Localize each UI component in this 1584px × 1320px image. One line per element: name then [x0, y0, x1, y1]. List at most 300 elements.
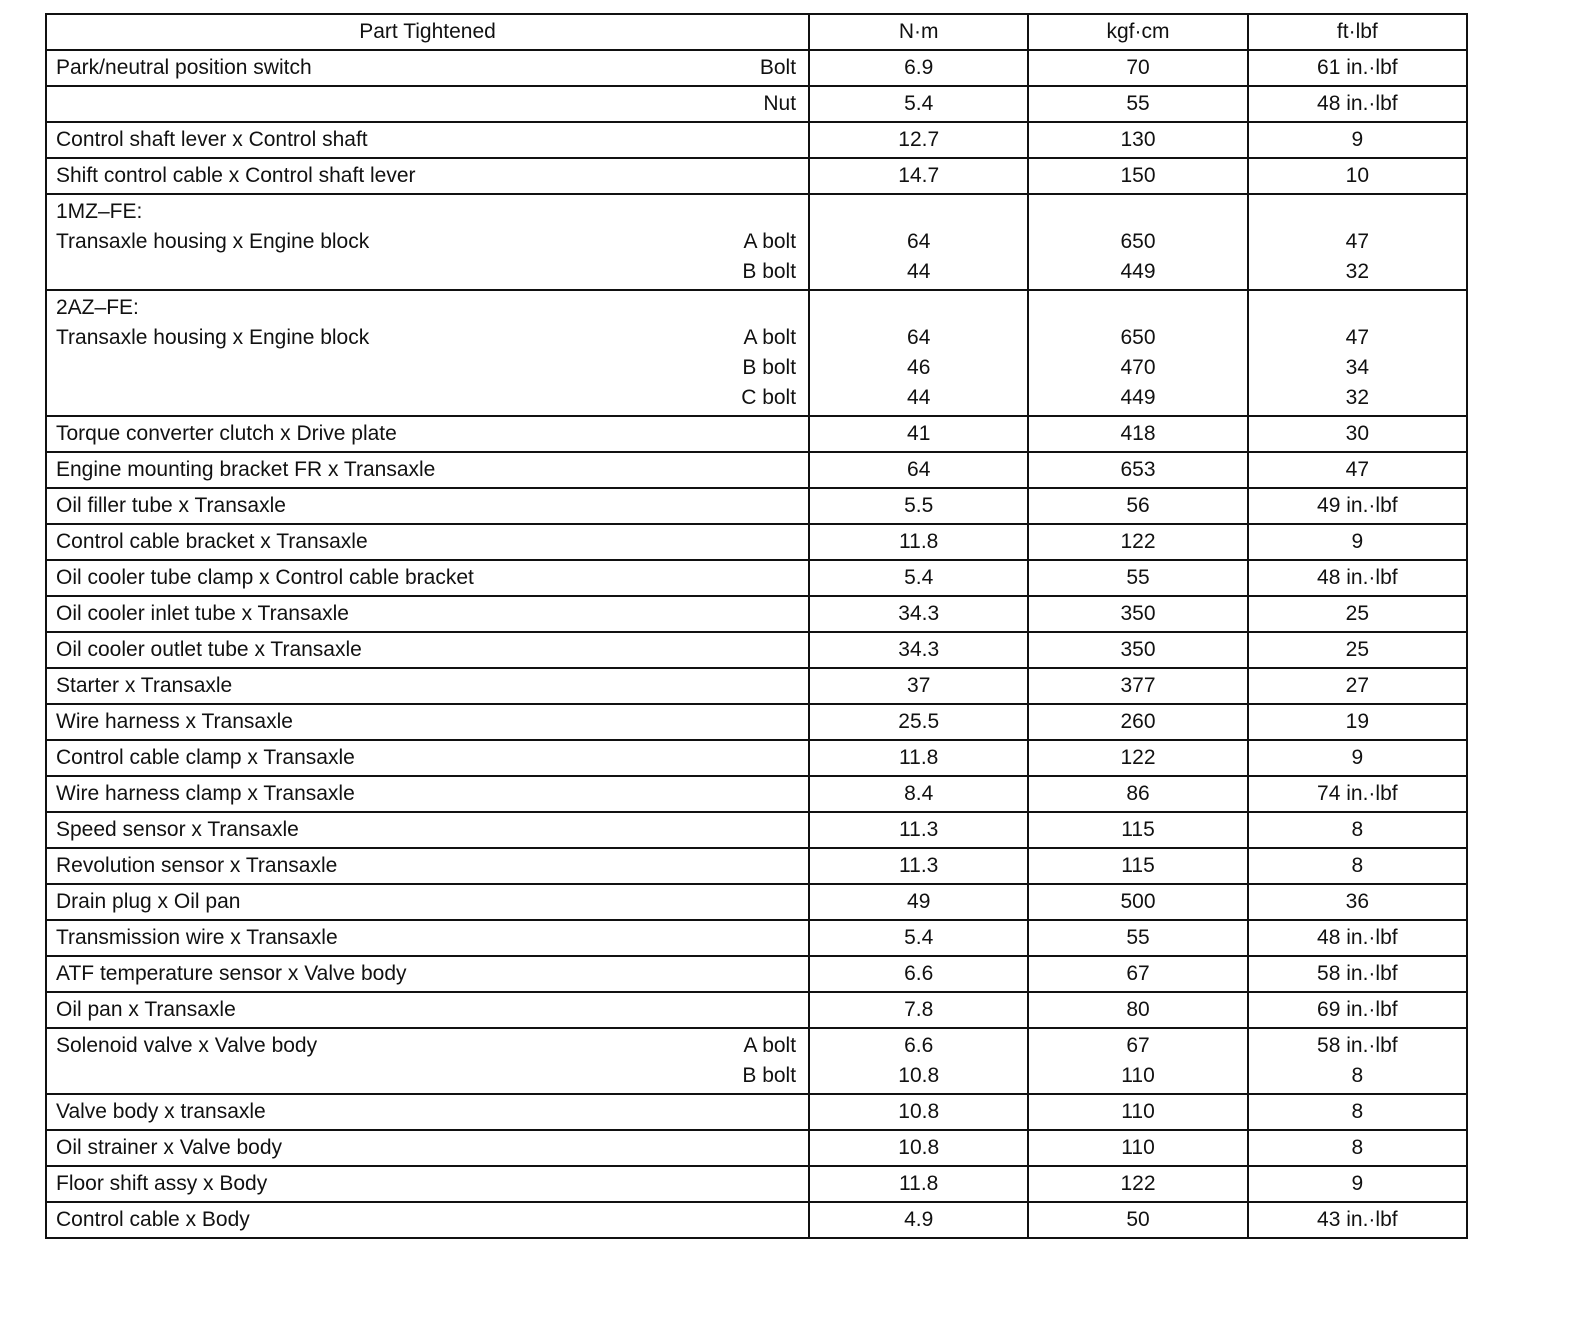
value-line: [810, 257, 1027, 287]
value-line: [1029, 161, 1246, 191]
kgf-cm-cell: [1028, 452, 1247, 488]
ft-lbf-cell: [1248, 596, 1467, 632]
ft-lbf-cell: [1248, 740, 1467, 776]
nm-value: 34.3: [898, 638, 940, 661]
kgf-cm-cell: [1028, 416, 1247, 452]
value-line: [810, 527, 1027, 557]
part-cell: [46, 1028, 809, 1094]
ft-lbf-cell: [1248, 50, 1467, 86]
ft-lbf-cell: [1248, 920, 1467, 956]
nm-cell: [809, 1166, 1028, 1202]
part-line: [56, 257, 796, 287]
table-row: [46, 776, 1467, 812]
fastener-label: A bolt: [743, 230, 797, 253]
value-line: [810, 1169, 1027, 1199]
value-line: [1249, 161, 1466, 191]
value-line: [810, 1133, 1027, 1163]
value-line: [810, 491, 1027, 521]
kgf-cm-cell: [1028, 1028, 1247, 1094]
part-description: Engine mounting bracket FR x Transaxle: [56, 458, 436, 481]
table-row: [46, 884, 1467, 920]
part-line: [56, 125, 796, 155]
kgf-cm-cell: [1028, 956, 1247, 992]
value-line: [1249, 89, 1466, 119]
ft-lbf-value: 47: [1345, 230, 1369, 253]
value-line: [810, 125, 1027, 155]
part-description: Transmission wire x Transaxle: [56, 926, 338, 949]
part-cell: [46, 704, 809, 740]
value-line: [1029, 887, 1246, 917]
part-line: [56, 1097, 796, 1127]
value-line: [1249, 851, 1466, 881]
part-cell: [46, 1166, 809, 1202]
part-line: [56, 671, 796, 701]
value-line: [1029, 293, 1246, 323]
value-line: [1249, 923, 1466, 953]
kgf-cm-value: 110: [1121, 1064, 1155, 1087]
kgf-cm-value: 377: [1120, 674, 1156, 697]
nm-value: 46: [907, 356, 931, 379]
nm-cell: [809, 488, 1028, 524]
part-description: Oil cooler outlet tube x Transaxle: [56, 638, 362, 661]
ft-lbf-value: 48 in.·lbf: [1317, 92, 1398, 115]
part-cell: [46, 86, 809, 122]
fastener-label: Bolt: [759, 56, 797, 79]
part-line: [56, 89, 796, 119]
ft-lbf-value: 8: [1351, 818, 1364, 841]
kgf-cm-value: 70: [1126, 56, 1150, 79]
part-description: Revolution sensor x Transaxle: [56, 854, 338, 877]
part-description: Oil cooler inlet tube x Transaxle: [56, 602, 349, 625]
value-line: [1029, 1031, 1246, 1061]
table-row: [46, 848, 1467, 884]
part-cell: [46, 848, 809, 884]
part-description: Control cable x Body: [56, 1208, 250, 1231]
value-line: [1249, 455, 1466, 485]
value-line: [1249, 959, 1466, 989]
kgf-cm-cell: [1028, 122, 1247, 158]
ft-lbf-value: 58 in.·lbf: [1317, 1034, 1398, 1057]
nm-cell: [809, 1130, 1028, 1166]
kgf-cm-cell: [1028, 776, 1247, 812]
nm-cell: [809, 704, 1028, 740]
ft-lbf-value: 48 in.·lbf: [1317, 926, 1398, 949]
nm-value: 7.8: [904, 998, 934, 1021]
part-description: Park/neutral position switch: [56, 56, 312, 79]
nm-cell: [809, 560, 1028, 596]
part-cell: [46, 596, 809, 632]
part-line: [56, 1169, 796, 1199]
ft-lbf-cell: [1248, 122, 1467, 158]
value-line: [1249, 887, 1466, 917]
part-line: [56, 491, 796, 521]
value-line: [810, 455, 1027, 485]
part-description: Floor shift assy x Body: [56, 1172, 268, 1195]
value-line: [810, 161, 1027, 191]
value-line: [1249, 53, 1466, 83]
part-cell: [46, 956, 809, 992]
value-line: [1249, 995, 1466, 1025]
nm-cell: [809, 740, 1028, 776]
part-description: Oil pan x Transaxle: [56, 998, 236, 1021]
part-cell: [46, 50, 809, 86]
part-cell: [46, 920, 809, 956]
part-line: [56, 1205, 796, 1235]
ft-lbf-value: 8: [1351, 854, 1364, 877]
part-line: [56, 563, 796, 593]
nm-cell: [809, 632, 1028, 668]
table-body: [46, 50, 1467, 1238]
part-cell: [46, 812, 809, 848]
value-line: [810, 197, 1027, 227]
ft-lbf-value: 32: [1345, 386, 1369, 409]
nm-value: 64: [907, 230, 931, 253]
value-line: [1029, 1205, 1246, 1235]
nm-cell: [809, 992, 1028, 1028]
kgf-cm-value: 653: [1120, 458, 1156, 481]
kgf-cm-cell: [1028, 596, 1247, 632]
part-description: Drain plug x Oil pan: [56, 890, 241, 913]
part-line: [56, 635, 796, 665]
nm-cell: [809, 50, 1028, 86]
value-line: [1029, 599, 1246, 629]
table-row: [46, 632, 1467, 668]
value-line: [1029, 563, 1246, 593]
part-cell: [46, 290, 809, 416]
nm-cell: [809, 776, 1028, 812]
nm-value: 12.7: [898, 128, 940, 151]
value-line: [1029, 455, 1246, 485]
kgf-cm-value: 350: [1120, 638, 1156, 661]
table-row: [46, 812, 1467, 848]
value-line: [1029, 779, 1246, 809]
value-line: [1249, 383, 1466, 413]
ft-lbf-value: 47: [1345, 458, 1369, 481]
nm-value: 5.5: [904, 494, 934, 517]
part-description: Solenoid valve x Valve body: [56, 1034, 318, 1057]
part-line: [56, 851, 796, 881]
ft-lbf-cell: [1248, 668, 1467, 704]
kgf-cm-value: 500: [1120, 890, 1156, 913]
value-line: [1029, 815, 1246, 845]
value-line: [1249, 1169, 1466, 1199]
kgf-cm-value: 55: [1126, 566, 1150, 589]
nm-value: 11.8: [899, 746, 939, 769]
nm-cell: [809, 194, 1028, 290]
table-row: [46, 50, 1467, 86]
part-cell: [46, 524, 809, 560]
kgf-cm-cell: [1028, 704, 1247, 740]
nm-value: 8.4: [904, 782, 934, 805]
nm-cell: [809, 290, 1028, 416]
nm-value: 64: [907, 326, 931, 349]
value-line: [1249, 815, 1466, 845]
table-header-row: [46, 14, 1467, 50]
kgf-cm-value: 122: [1120, 530, 1156, 553]
kgf-cm-cell: [1028, 848, 1247, 884]
kgf-cm-value: 260: [1120, 710, 1156, 733]
nm-cell: [809, 524, 1028, 560]
value-line: [1029, 353, 1246, 383]
part-line: [56, 227, 796, 257]
nm-value: 11.3: [899, 818, 939, 841]
part-description: Shift control cable x Control shaft lever: [56, 164, 416, 187]
value-line: [1029, 89, 1246, 119]
part-cell: [46, 1130, 809, 1166]
fastener-label: A bolt: [743, 1034, 797, 1057]
part-line: [56, 707, 796, 737]
value-line: [1249, 125, 1466, 155]
value-line: [1249, 1205, 1466, 1235]
part-line: [56, 53, 796, 83]
part-line: [56, 743, 796, 773]
table-row: [46, 992, 1467, 1028]
part-line: [56, 1133, 796, 1163]
value-line: [1249, 293, 1466, 323]
kgf-cm-cell: [1028, 632, 1247, 668]
kgf-cm-cell: [1028, 992, 1247, 1028]
nm-value: 41: [907, 422, 931, 445]
ft-lbf-cell: [1248, 488, 1467, 524]
kgf-cm-cell: [1028, 560, 1247, 596]
part-description: Starter x Transaxle: [56, 674, 233, 697]
header-nm: N·m: [809, 14, 1028, 50]
kgf-cm-cell: [1028, 1130, 1247, 1166]
part-cell: [46, 560, 809, 596]
kgf-cm-value: 67: [1126, 1034, 1150, 1057]
part-description: 2AZ–FE:: [56, 296, 139, 319]
ft-lbf-value: 34: [1345, 356, 1369, 379]
kgf-cm-value: 86: [1126, 782, 1150, 805]
ft-lbf-cell: [1248, 632, 1467, 668]
nm-value: 6.9: [904, 56, 934, 79]
value-line: [1029, 527, 1246, 557]
ft-lbf-cell: [1248, 1166, 1467, 1202]
ft-lbf-cell: [1248, 884, 1467, 920]
table-row: [46, 416, 1467, 452]
table-row: [46, 86, 1467, 122]
kgf-cm-cell: [1028, 524, 1247, 560]
value-line: [1029, 53, 1246, 83]
nm-value: 5.4: [904, 926, 934, 949]
kgf-cm-value: 50: [1126, 1208, 1150, 1231]
part-description: Valve body x transaxle: [56, 1100, 266, 1123]
nm-value: 11.3: [899, 854, 939, 877]
value-line: [810, 995, 1027, 1025]
value-line: [810, 383, 1027, 413]
value-line: [810, 851, 1027, 881]
kgf-cm-value: 67: [1126, 962, 1150, 985]
ft-lbf-value: 58 in.·lbf: [1317, 962, 1398, 985]
value-line: [810, 815, 1027, 845]
value-line: [1029, 851, 1246, 881]
ft-lbf-value: 25: [1345, 638, 1369, 661]
table-row: [46, 560, 1467, 596]
value-line: [1029, 197, 1246, 227]
ft-lbf-cell: [1248, 848, 1467, 884]
ft-lbf-value: 36: [1345, 890, 1369, 913]
value-line: [1029, 125, 1246, 155]
table-row: [46, 1130, 1467, 1166]
part-cell: [46, 122, 809, 158]
value-line: [1249, 1061, 1466, 1091]
table-row: [46, 524, 1467, 560]
part-description: 1MZ–FE:: [56, 200, 143, 223]
kgf-cm-value: 122: [1120, 746, 1156, 769]
header-ft-lbf: ft·lbf: [1248, 14, 1467, 50]
nm-value: 4.9: [904, 1208, 934, 1231]
ft-lbf-value: 25: [1345, 602, 1369, 625]
part-description: Transaxle housing x Engine block: [56, 230, 370, 253]
value-line: [1249, 419, 1466, 449]
value-line: [1029, 323, 1246, 353]
table-row: [46, 740, 1467, 776]
value-line: [1029, 635, 1246, 665]
part-cell: [46, 158, 809, 194]
value-line: [1029, 1169, 1246, 1199]
value-line: [1029, 671, 1246, 701]
nm-value: 10.8: [898, 1136, 940, 1159]
value-line: [810, 707, 1027, 737]
value-line: [1029, 959, 1246, 989]
value-line: [1029, 257, 1246, 287]
ft-lbf-value: 9: [1351, 1172, 1364, 1195]
value-line: [810, 293, 1027, 323]
table-row: [46, 1094, 1467, 1130]
ft-lbf-cell: [1248, 158, 1467, 194]
kgf-cm-value: 55: [1126, 926, 1150, 949]
value-line: [810, 419, 1027, 449]
nm-value: 44: [907, 386, 931, 409]
value-line: [1249, 707, 1466, 737]
ft-lbf-value: 9: [1351, 128, 1364, 151]
value-line: [1249, 1031, 1466, 1061]
nm-value: 6.6: [904, 1034, 934, 1057]
value-line: [810, 227, 1027, 257]
ft-lbf-value: 49 in.·lbf: [1317, 494, 1398, 517]
value-line: [1029, 419, 1246, 449]
kgf-cm-value: 350: [1120, 602, 1156, 625]
value-line: [810, 887, 1027, 917]
part-line: [56, 815, 796, 845]
part-description: ATF temperature sensor x Valve body: [56, 962, 407, 985]
kgf-cm-cell: [1028, 812, 1247, 848]
kgf-cm-cell: [1028, 1166, 1247, 1202]
value-line: [1249, 491, 1466, 521]
value-line: [1249, 257, 1466, 287]
table-row: [46, 488, 1467, 524]
ft-lbf-cell: [1248, 1130, 1467, 1166]
part-cell: [46, 740, 809, 776]
value-line: [1249, 563, 1466, 593]
ft-lbf-value: 74 in.·lbf: [1317, 782, 1398, 805]
value-line: [1029, 1061, 1246, 1091]
value-line: [810, 599, 1027, 629]
table-row: [46, 290, 1467, 416]
ft-lbf-cell: [1248, 86, 1467, 122]
value-line: [1029, 995, 1246, 1025]
ft-lbf-cell: [1248, 992, 1467, 1028]
header-kgf-cm: kgf·cm: [1028, 14, 1247, 50]
ft-lbf-value: 48 in.·lbf: [1317, 566, 1398, 589]
kgf-cm-cell: [1028, 86, 1247, 122]
table-row: [46, 596, 1467, 632]
ft-lbf-value: 19: [1345, 710, 1369, 733]
value-line: [1249, 323, 1466, 353]
part-description: Oil strainer x Valve body: [56, 1136, 283, 1159]
kgf-cm-cell: [1028, 290, 1247, 416]
ft-lbf-value: 47: [1345, 326, 1369, 349]
kgf-cm-value: 80: [1126, 998, 1150, 1021]
part-line: [56, 161, 796, 191]
ft-lbf-value: 61 in.·lbf: [1317, 56, 1398, 79]
value-line: [810, 563, 1027, 593]
part-cell: [46, 452, 809, 488]
kgf-cm-value: 115: [1121, 854, 1155, 877]
part-line: [56, 353, 796, 383]
ft-lbf-value: 8: [1351, 1100, 1364, 1123]
part-description: Wire harness clamp x Transaxle: [56, 782, 355, 805]
table-row: [46, 452, 1467, 488]
value-line: [1029, 227, 1246, 257]
value-line: [810, 671, 1027, 701]
kgf-cm-value: 449: [1120, 386, 1156, 409]
part-cell: [46, 992, 809, 1028]
kgf-cm-value: 110: [1121, 1100, 1155, 1123]
kgf-cm-value: 650: [1120, 230, 1156, 253]
ft-lbf-cell: [1248, 1094, 1467, 1130]
ft-lbf-cell: [1248, 704, 1467, 740]
fastener-label: B bolt: [742, 260, 797, 283]
part-description: Control cable bracket x Transaxle: [56, 530, 368, 553]
ft-lbf-cell: [1248, 416, 1467, 452]
table-row: [46, 1028, 1467, 1094]
value-line: [1249, 671, 1466, 701]
nm-value: 14.7: [898, 164, 940, 187]
nm-cell: [809, 596, 1028, 632]
kgf-cm-cell: [1028, 194, 1247, 290]
value-line: [1249, 1133, 1466, 1163]
fastener-label: A bolt: [743, 326, 797, 349]
value-line: [1249, 527, 1466, 557]
value-line: [1249, 599, 1466, 629]
nm-value: 10.8: [898, 1100, 940, 1123]
part-description: Torque converter clutch x Drive plate: [56, 422, 397, 445]
value-line: [1029, 707, 1246, 737]
part-cell: [46, 416, 809, 452]
kgf-cm-value: 150: [1120, 164, 1156, 187]
nm-cell: [809, 812, 1028, 848]
ft-lbf-value: 27: [1345, 674, 1369, 697]
value-line: [810, 53, 1027, 83]
value-line: [1249, 635, 1466, 665]
value-line: [1249, 197, 1466, 227]
ft-lbf-value: 9: [1351, 746, 1364, 769]
value-line: [1249, 743, 1466, 773]
value-line: [1249, 227, 1466, 257]
header-part-tightened: Part Tightened: [46, 14, 809, 50]
part-line: [56, 1061, 796, 1091]
value-line: [1029, 383, 1246, 413]
kgf-cm-cell: [1028, 920, 1247, 956]
nm-value: 49: [907, 890, 931, 913]
value-line: [810, 1061, 1027, 1091]
nm-value: 5.4: [904, 92, 934, 115]
kgf-cm-value: 55: [1126, 92, 1150, 115]
part-cell: [46, 1202, 809, 1238]
part-line: [56, 419, 796, 449]
part-cell: [46, 776, 809, 812]
